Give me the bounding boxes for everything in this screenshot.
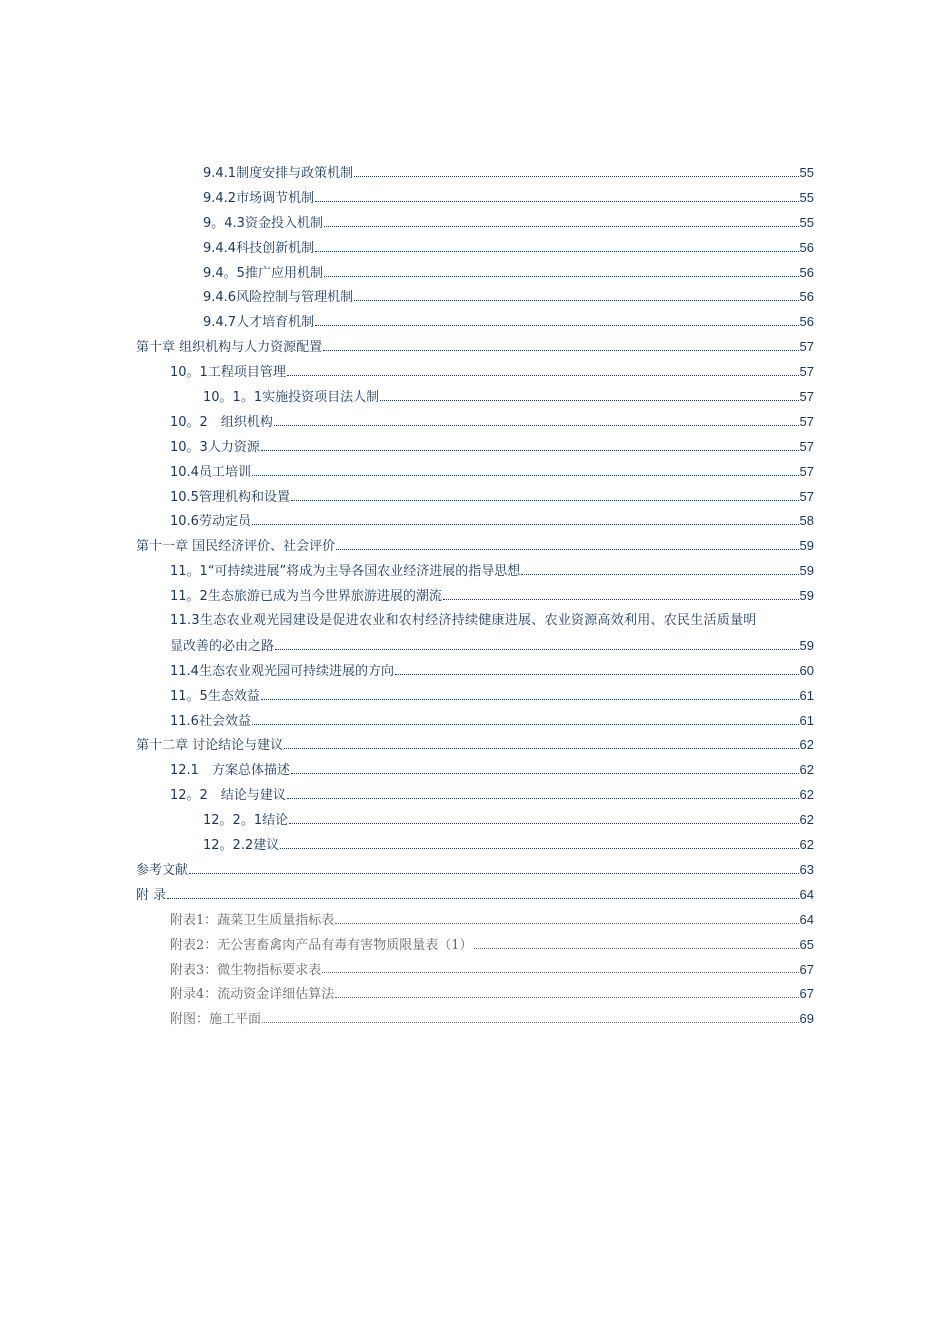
toc-entry-title: 10。1工程项目管理	[170, 365, 286, 381]
toc-entry[interactable]	[136, 161, 814, 186]
dot-leader	[335, 923, 798, 924]
toc-entry-page: 67	[799, 986, 814, 1002]
toc-entry-title: 9.4.1制度安排与政策机制	[203, 166, 354, 181]
toc-entry[interactable]	[136, 285, 814, 310]
toc-entry[interactable]	[136, 509, 814, 534]
toc-entry-page: 59	[799, 538, 814, 554]
toc-entry-page: 57	[799, 339, 814, 355]
toc-entry-page: 64	[799, 886, 814, 902]
dot-leader	[280, 848, 798, 849]
toc-entry[interactable]	[136, 261, 814, 286]
toc-entry-title: 附表2：无公害畜禽肉产品有毒有害物质限量表（1）	[170, 937, 473, 953]
dot-leader	[252, 724, 799, 725]
dot-leader	[252, 475, 799, 476]
toc-entry[interactable]	[136, 385, 814, 410]
toc-entry-page: 56	[799, 314, 814, 330]
toc-entry-title: 11。1“可持续进展”将成为主导各国农业经济进展的指导思想	[170, 564, 521, 580]
toc-entry-page: 57	[799, 438, 814, 454]
toc-entry-page: 62	[799, 787, 814, 803]
toc-entry[interactable]	[136, 485, 814, 510]
toc-appendix-entry[interactable]	[136, 982, 814, 1007]
dot-leader	[284, 748, 798, 749]
toc-entry-page: 55	[799, 189, 814, 205]
toc-entry[interactable]	[136, 559, 814, 584]
toc-entry[interactable]	[136, 360, 814, 385]
toc-entry-title: 12。2。1结论	[203, 813, 289, 829]
toc-entry[interactable]	[136, 808, 814, 833]
table-of-contents	[136, 161, 814, 1032]
toc-entry-page: 57	[799, 364, 814, 380]
toc-chapter[interactable]	[136, 534, 814, 559]
toc-entry[interactable]	[136, 410, 814, 435]
toc-entry-page: 59	[799, 637, 814, 653]
toc-entry-page: 56	[799, 264, 814, 280]
toc-entry-title: 9.4.2市场调节机制	[203, 190, 315, 206]
toc-entry-page: 63	[799, 861, 814, 877]
toc-entry[interactable]	[136, 460, 814, 485]
toc-entry-page: 57	[799, 413, 814, 429]
toc-entry-page: 62	[799, 812, 814, 828]
toc-entry[interactable]	[136, 783, 814, 808]
toc-entry-title: 9.4.4科技创新机制	[203, 240, 315, 256]
toc-entry-title: 10.4员工培训	[170, 464, 251, 480]
dot-leader	[289, 823, 798, 824]
toc-entry[interactable]	[136, 659, 814, 684]
toc-chapter[interactable]	[136, 858, 814, 883]
toc-entry-page: 65	[799, 936, 814, 952]
dot-leader	[335, 997, 798, 998]
toc-entry-title: 10.5管理机构和设置	[170, 489, 290, 505]
toc-entry-title: 11。5生态效益	[170, 688, 260, 704]
toc-appendix-entry[interactable]	[136, 1007, 814, 1032]
toc-entry-page: 61	[799, 712, 814, 728]
toc-entry-title: 9.4.7人才培育机制	[203, 315, 315, 331]
toc-entry-title: 11.4生态农业观光园可持续进展的方向	[170, 663, 394, 679]
toc-entry[interactable]	[136, 709, 814, 734]
dot-leader	[315, 201, 798, 202]
toc-entry-title-continued: 显改善的必由之路	[170, 638, 275, 654]
dot-leader	[261, 699, 799, 700]
dot-leader	[324, 226, 799, 227]
toc-entry-title: 12。2.2建议	[203, 838, 280, 854]
toc-entry-page: 57	[799, 488, 814, 504]
toc-entry-page: 56	[799, 289, 814, 305]
toc-entry-page: 61	[799, 687, 814, 703]
toc-entry-title: 12。2 结论与建议	[170, 788, 286, 804]
toc-entry-page: 56	[799, 239, 814, 255]
toc-appendix-entry[interactable]	[136, 908, 814, 933]
toc-entry[interactable]	[136, 758, 814, 783]
toc-appendix-entry[interactable]	[136, 958, 814, 983]
toc-entry-title: 第十二章 讨论结论与建议	[136, 738, 284, 754]
dot-leader	[287, 798, 799, 799]
toc-entry-page: 69	[799, 1011, 814, 1027]
toc-entry-page: 59	[799, 563, 814, 579]
toc-entry-title: 9.4。5推广应用机制	[203, 265, 323, 281]
toc-entry-title: 11.3生态农业观光园建设是促进农业和农村经济持续健康进展、农业资源高效利用、农民生活质量明	[170, 613, 757, 629]
toc-entry-title: 10。2 组织机构	[170, 414, 273, 430]
toc-entry-page: 59	[799, 588, 814, 604]
toc-entry[interactable]	[136, 609, 814, 659]
toc-entry-title: 11.6社会效益	[170, 713, 251, 729]
toc-entry-title: 12.1 方案总体描述	[170, 763, 290, 779]
dot-leader	[315, 325, 798, 326]
toc-entry-title: 10。1。1实施投资项目法人制	[203, 390, 380, 406]
toc-entry-title: 附表3：微生物指标要求表	[170, 962, 322, 978]
dot-leader	[521, 574, 798, 575]
dot-leader	[380, 400, 798, 401]
dot-leader	[167, 898, 798, 899]
dot-leader	[354, 300, 798, 301]
toc-entry-page: 57	[799, 463, 814, 479]
toc-entry-page: 64	[799, 911, 814, 927]
toc-entry-title: 9.4.6风险控制与管理机制	[203, 290, 354, 306]
dot-leader	[261, 450, 799, 451]
toc-entry[interactable]	[136, 584, 814, 609]
toc-entry-title: 11。2生态旅游已成为当今世界旅游进展的潮流	[170, 589, 442, 605]
toc-entry[interactable]	[136, 186, 814, 211]
dot-leader	[354, 176, 798, 177]
dot-leader	[474, 948, 799, 949]
toc-entry[interactable]	[136, 684, 814, 709]
dot-leader	[336, 549, 798, 550]
toc-chapter[interactable]	[136, 733, 814, 758]
toc-entry[interactable]	[136, 211, 814, 236]
toc-entry-title: 10。3人力资源	[170, 439, 260, 455]
toc-entry-title: 附图：施工平面	[170, 1012, 262, 1028]
toc-entry-page: 67	[799, 961, 814, 977]
toc-entry[interactable]	[136, 435, 814, 460]
toc-entry-title: 附表1：蔬菜卫生质量指标表	[170, 912, 335, 928]
toc-entry-page: 62	[799, 762, 814, 778]
toc-entry-page: 55	[799, 165, 814, 180]
toc-entry[interactable]	[136, 236, 814, 261]
toc-entry[interactable]	[136, 833, 814, 858]
dot-leader	[287, 375, 799, 376]
toc-entry-title: 附 录	[136, 887, 167, 903]
dot-leader	[291, 500, 799, 501]
dot-leader	[252, 524, 799, 525]
toc-chapter[interactable]	[136, 335, 814, 360]
toc-chapter[interactable]	[136, 883, 814, 908]
toc-entry-page: 62	[799, 737, 814, 753]
dot-leader	[323, 350, 798, 351]
toc-entry-page: 62	[799, 837, 814, 853]
toc-entry-title: 参考文献	[136, 862, 189, 878]
toc-entry-title: 10.6劳动定员	[170, 514, 251, 530]
toc-entry-title: 第十一章 国民经济评价、社会评价	[136, 539, 336, 555]
dot-leader	[324, 276, 799, 277]
dot-leader	[322, 972, 798, 973]
dot-leader	[315, 251, 798, 252]
dot-leader	[443, 599, 799, 600]
toc-entry-page: 58	[799, 513, 814, 529]
toc-entry[interactable]	[136, 310, 814, 335]
toc-entry-title: 9。4.3资金投入机制	[203, 215, 323, 231]
dot-leader	[274, 425, 799, 426]
toc-entry-page: 55	[799, 214, 814, 230]
toc-entry-page: 60	[799, 662, 814, 678]
dot-leader	[275, 649, 799, 650]
toc-entry-title: 第十章 组织机构与人力资源配置	[136, 340, 323, 356]
toc-entry-page: 57	[799, 389, 814, 405]
toc-entry-title: 附录4：流动资金详细估算法	[170, 987, 335, 1003]
dot-leader	[291, 773, 799, 774]
dot-leader	[262, 1022, 799, 1023]
toc-appendix-entry[interactable]	[136, 933, 814, 958]
dot-leader	[395, 674, 799, 675]
dot-leader	[189, 873, 799, 874]
